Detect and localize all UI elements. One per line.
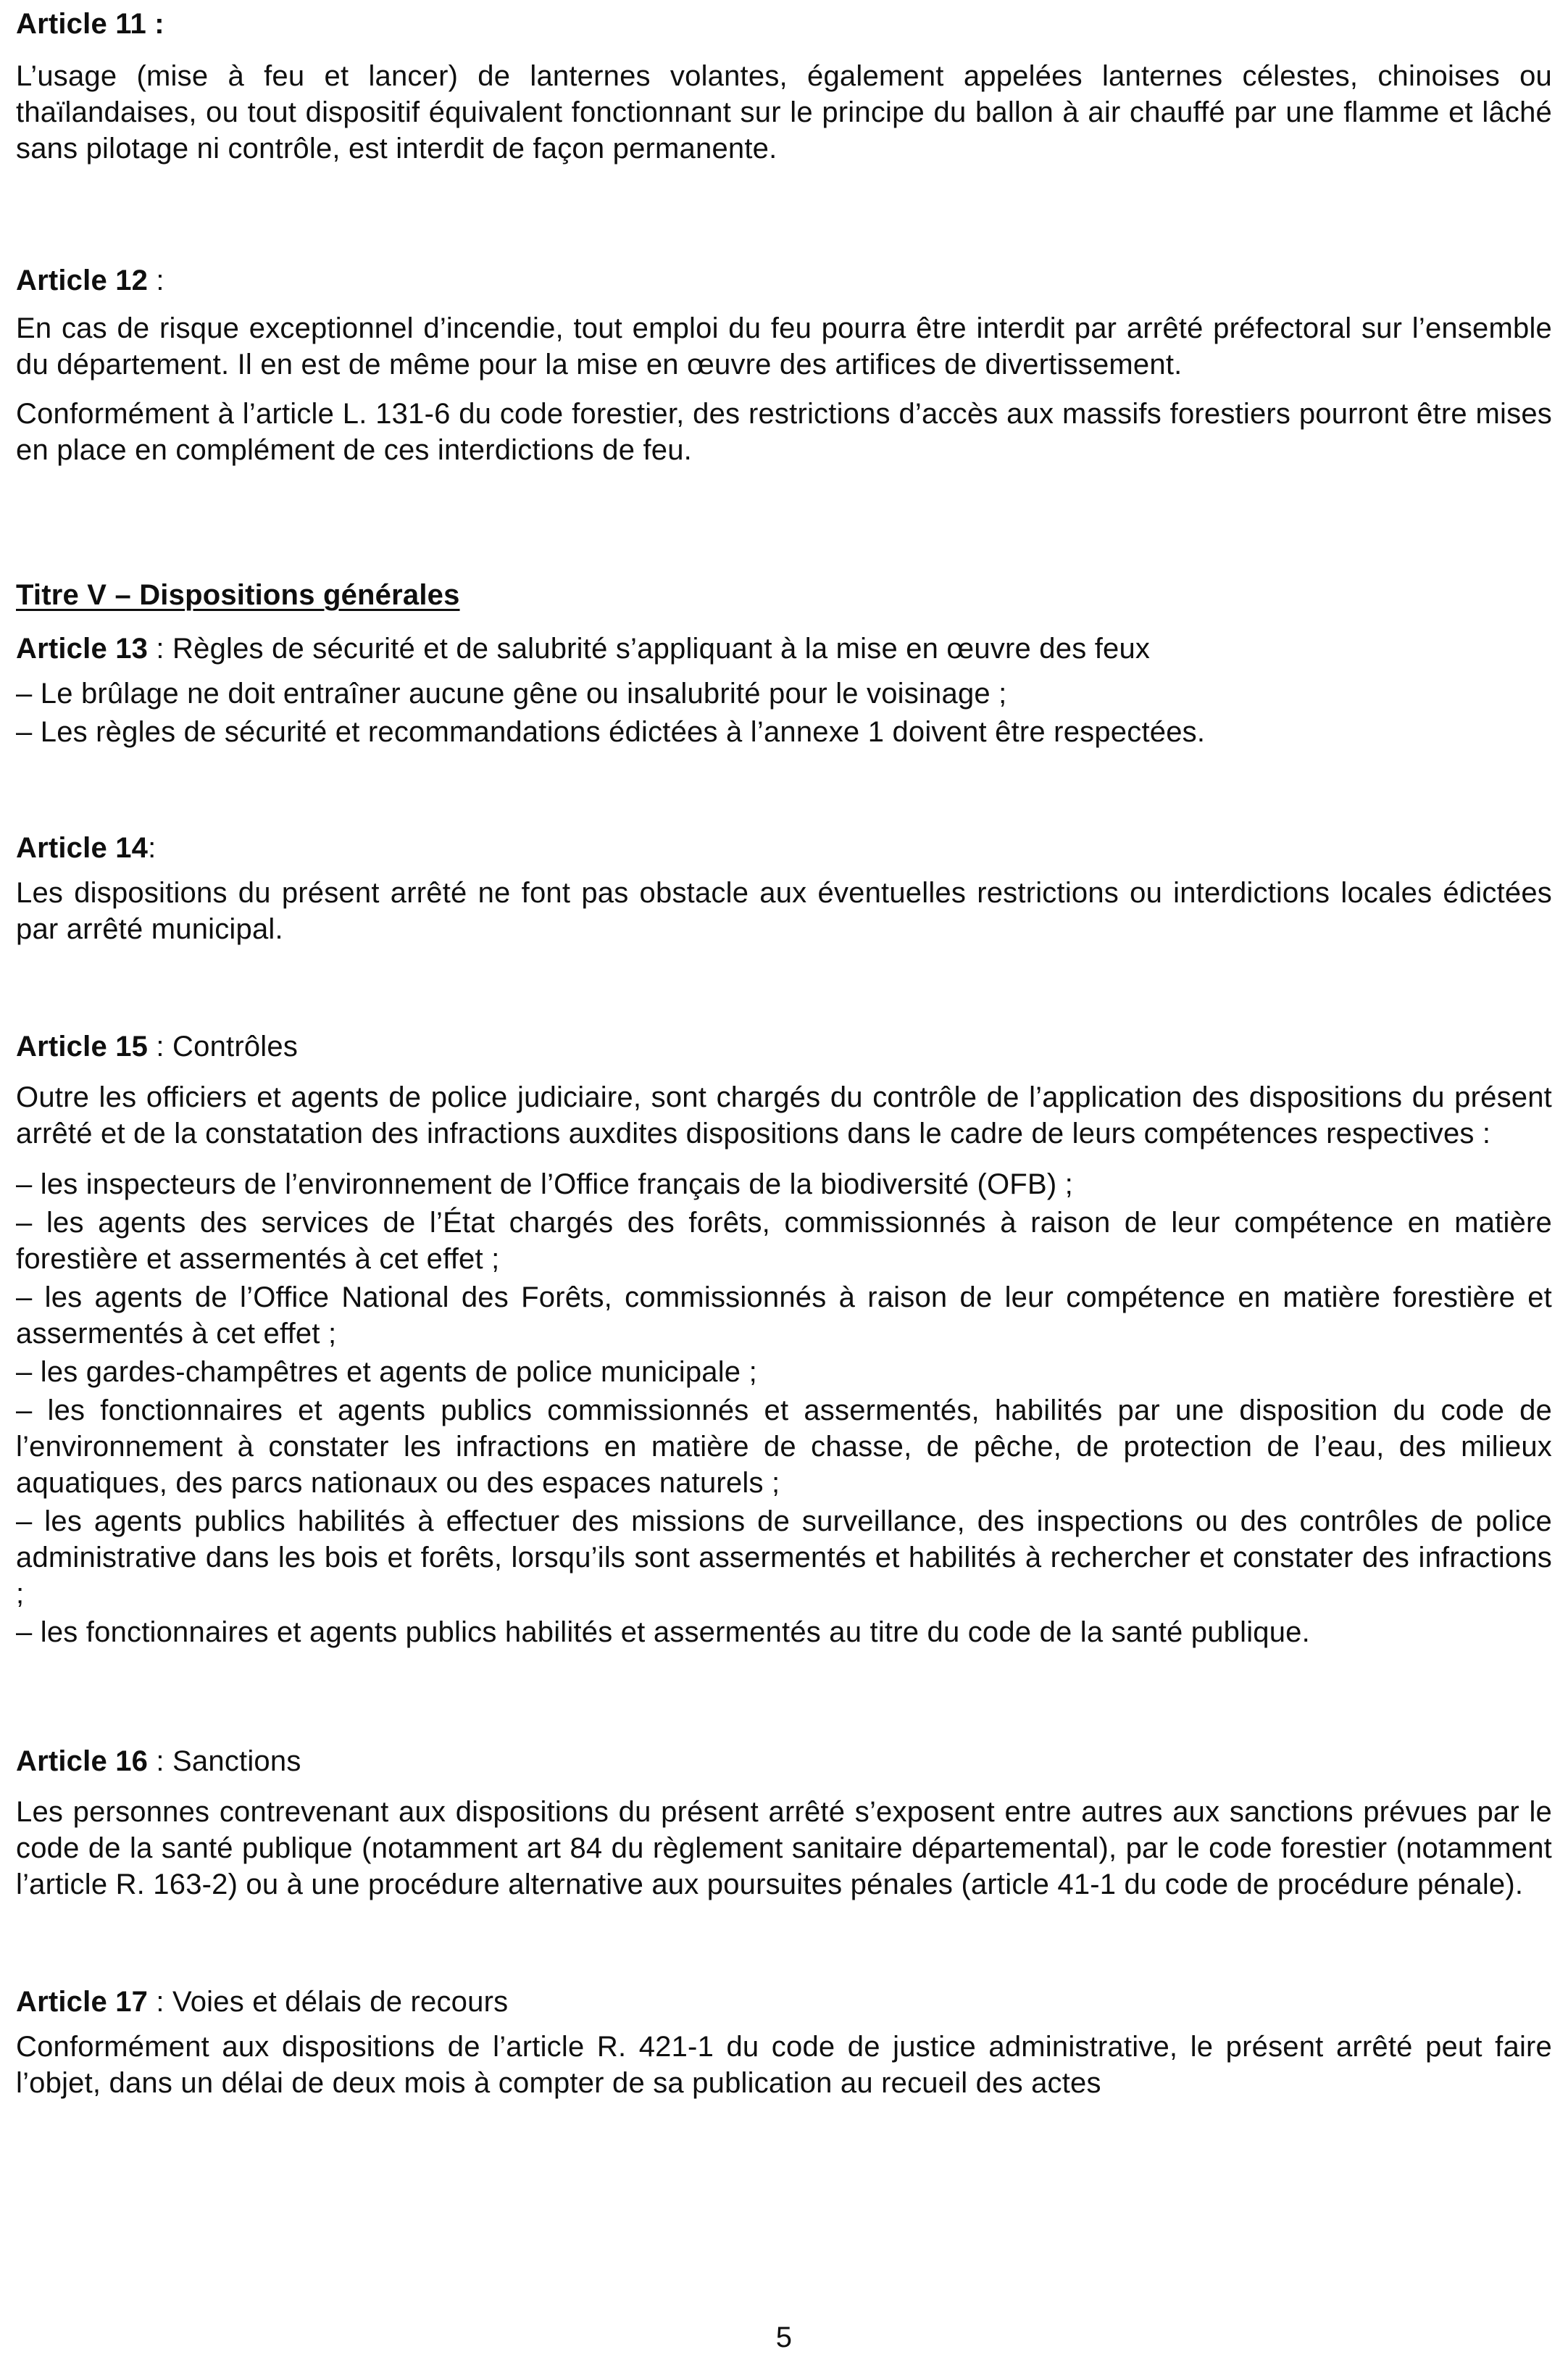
article-13-item-2: – Les règles de sécurité et recommandations édictées à l’annexe 1 doivent être respectées.	[16, 716, 1206, 748]
article-12-paragraph-1: En cas de risque exceptionnel d’incendie, tout emploi du feu pourra être interdit par arrêté préfectoral sur l’ensemble du département. Il en est de même pour la mise en œuvre des artifices de divertissement.	[16, 312, 1552, 381]
article-13-item-1: – Le brûlage ne doit entraîner aucune gêne ou insalubrité pour le voisinage ;	[16, 678, 1007, 710]
article-15-item-3: – les agents de l’Office National des Forêts, commissionnés à raison de leur compétence en matière forestière et assermentés à cet effet ;	[16, 1281, 1552, 1350]
article-15-subtitle: : Contrôles	[148, 1031, 299, 1063]
article-14-label: Article 14	[16, 832, 149, 864]
article-15-label: Article 15	[16, 1031, 149, 1063]
article-15-item-2: – les agents des services de l’État chargés des forêts, commissionnés à raison de leur compétence en matière forestière et assermentés à cet effet ;	[16, 1207, 1552, 1275]
article-11-label: Article 11	[16, 8, 146, 40]
article-11-paragraph: L’usage (mise à feu et lancer) de lanternes volantes, également appelées lanternes célestes, chinoises ou thaïlandaises, ou tout dispositif équivalent fonctionnant sur le principe du ballon à air chauffé par une flamme et lâché sans pilotage ni contrôle, est interdit de façon permanente.	[16, 60, 1552, 165]
article-11-colon: :	[146, 8, 164, 40]
article-17-subtitle: : Voies et délais de recours	[148, 1986, 509, 2018]
article-16-subtitle: : Sanctions	[148, 1745, 301, 1777]
page-number: 5	[775, 2321, 793, 2353]
article-17-heading	[16, 1984, 1552, 2020]
article-14-paragraph: Les dispositions du présent arrêté ne font pas obstacle aux éventuelles restrictions ou interdictions locales édictées par arrêté municipal.	[16, 877, 1552, 945]
article-12-colon: :	[148, 265, 164, 296]
article-16-paragraph: Les personnes contrevenant aux dispositions du présent arrêté s’exposent entre autres aux sanctions prévues par le code de la santé publique (notamment art 84 du règlement sanitaire départemental), par le code forestier (notamment l’article R. 163-2) ou à une procédure alternative aux poursuites pénales (article 41-1 du code de procédure pénale).	[16, 1796, 1552, 1900]
article-15-item-1: – les inspecteurs de l’environnement de l’Office français de la biodiversité (OFB) ;	[16, 1168, 1073, 1200]
article-12-label: Article 12	[16, 265, 149, 296]
article-11-heading	[16, 6, 1552, 42]
article-15-item-5: – les fonctionnaires et agents publics commissionnés et assermentés, habilités par une disposition du code de l’environnement à constater les infractions en matière de chasse, de pêche, de protection de l’eau, des milieux aquatiques, des parcs nationaux ou des espaces naturels ;	[16, 1394, 1552, 1499]
article-17-paragraph: Conformément aux dispositions de l’article R. 421-1 du code de justice administrative, le présent arrêté peut faire l’objet, dans un délai de deux mois à compter de sa publication au recueil des actes	[16, 2031, 1552, 2099]
article-16-label: Article 16	[16, 1745, 149, 1777]
article-15-heading	[16, 1028, 1552, 1065]
article-15-item-7: – les fonctionnaires et agents publics habilités et assermentés au titre du code de la santé publique.	[16, 1616, 1310, 1648]
article-15-item-4: – les gardes-champêtres et agents de police municipale ;	[16, 1356, 757, 1388]
article-14-heading	[16, 830, 1552, 866]
article-13-heading	[16, 631, 1552, 667]
article-15-intro: Outre les officiers et agents de police judiciaire, sont chargés du contrôle de l’application des dispositions du présent arrêté et de la constatation des infractions auxdites dispositions dans le cadre de leurs compétences respectives :	[16, 1081, 1552, 1150]
article-17-label: Article 17	[16, 1986, 149, 2018]
article-12-paragraph-2: Conformément à l’article L. 131-6 du code forestier, des restrictions d’accès aux massifs forestiers pourront être mises en place en complément de ces interdictions de feu.	[16, 398, 1552, 466]
article-16-heading	[16, 1743, 1552, 1779]
article-13-subtitle: : Règles de sécurité et de salubrité s’appliquant à la mise en œuvre des feux	[148, 633, 1151, 665]
titre-v-heading	[16, 577, 1552, 613]
article-12-heading	[16, 262, 1552, 299]
article-14-colon: :	[148, 832, 157, 864]
titre-v-label: Titre V – Dispositions générales	[16, 579, 460, 611]
article-15-item-6: – les agents publics habilités à effectuer des missions de surveillance, des inspections ou des contrôles de police administrative dans les bois et forêts, lorsqu’ils sont assermentés et habilités à rechercher et constater des infractions ;	[16, 1505, 1552, 1610]
article-13-label: Article 13	[16, 633, 149, 665]
